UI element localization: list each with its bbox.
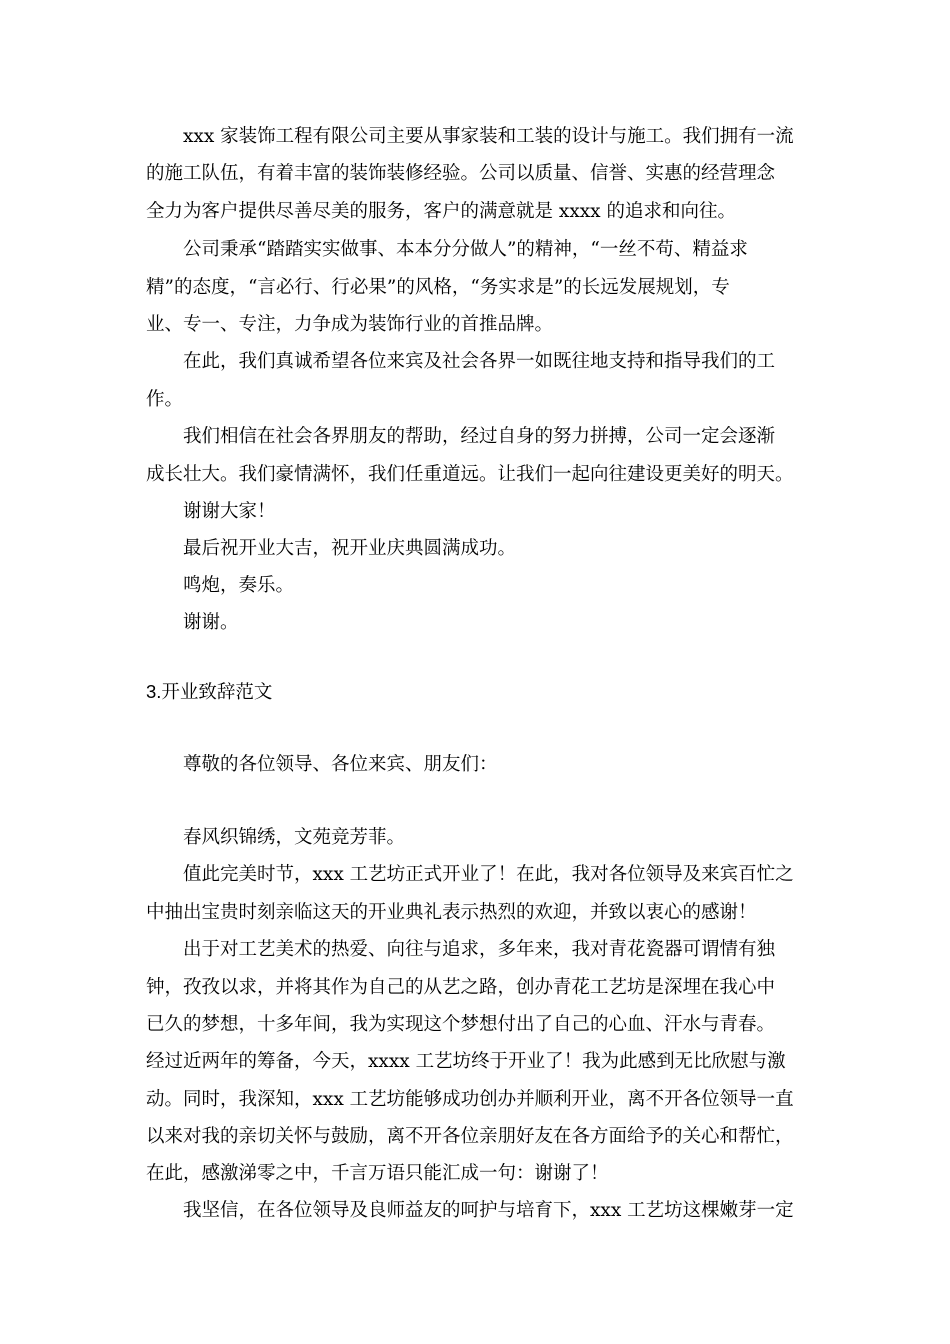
text-line: 公司秉承“踏踏实实做事、本本分分做人”的精神，“一丝不苟、精益求 (183, 239, 748, 260)
text-line: 钟，孜孜以求，并将其作为自己的从艺之路，创办青花工艺坊是深埋在我心中 (146, 977, 776, 998)
text-line: 我坚信，在各位领导及良师益友的呵护与培育下，xxx 工艺坊这棵嫩芽一定 (183, 1200, 794, 1221)
text-line: 谢谢。 (183, 612, 239, 633)
text-line: 作。 (146, 389, 184, 410)
text-line: 最后祝开业大吉，祝开业庆典圆满成功。 (183, 538, 517, 559)
text-line: 成长壮大。我们豪情满怀，我们任重道远。让我们一起向往建设更美好的明天。 (146, 464, 794, 485)
text-line: 值此完美时节，xxx 工艺坊正式开业了！在此，我对各位领导及来宾百忙之 (183, 864, 794, 885)
text-line: 出于对工艺美术的热爱、向往与追求，多年来，我对青花瓷器可谓情有独 (183, 939, 776, 960)
text-line: 业、专一、专注，力争成为装饰行业的首推品牌。 (146, 314, 554, 335)
text-line: 以来对我的亲切关怀与鼓励，离不开各位亲朋好友在各方面给予的关心和帮忙， (146, 1126, 794, 1147)
text-line: 动。同时，我深知，xxx 工艺坊能够成功创办并顺利开业，离不开各位领导一直 (146, 1089, 794, 1110)
text-line: 经过近两年的筹备，今天，xxxx 工艺坊终于开业了！我为此感到无比欣慰与激 (146, 1051, 786, 1072)
text-line: 精”的态度，“言必行、行必果”的风格，“务实求是”的长远发展规划，专 (146, 277, 730, 298)
salutation: 尊敬的各位领导、各位来宾、朋友们： (183, 754, 498, 775)
text-line: 的施工队伍，有着丰富的装饰装修经验。公司以质量、信誉、实惠的经营理念 (146, 163, 776, 184)
text-line: 在此，感激涕零之中，千言万语只能汇成一句：谢谢了！ (146, 1163, 609, 1184)
text-line: xxx 家装饰工程有限公司主要从事家装和工装的设计与施工。我们拥有一流 (183, 126, 794, 147)
text-line: 中抽出宝贵时刻亲临这天的开业典礼表示热烈的欢迎，并致以衷心的感谢！ (146, 902, 757, 923)
text-line: 春风织锦绣，文苑竞芳菲。 (183, 827, 406, 848)
text-line: 我们相信在社会各界朋友的帮助，经过自身的努力拼搏，公司一定会逐渐 (183, 426, 776, 447)
section-heading: 3.开业致辞范文 (146, 681, 273, 702)
text-line: 已久的梦想，十多年间，我为实现这个梦想付出了自己的心血、汗水与青春。 (146, 1014, 776, 1035)
text-line: 鸣炮，奏乐。 (183, 575, 295, 596)
text-line: 全力为客户提供尽善尽美的服务，客户的满意就是 xxxx 的追求和向往。 (146, 201, 736, 222)
text-line: 在此，我们真诚希望各位来宾及社会各界一如既往地支持和指导我们的工 (183, 351, 776, 372)
text-line: 谢谢大家！ (183, 501, 276, 522)
